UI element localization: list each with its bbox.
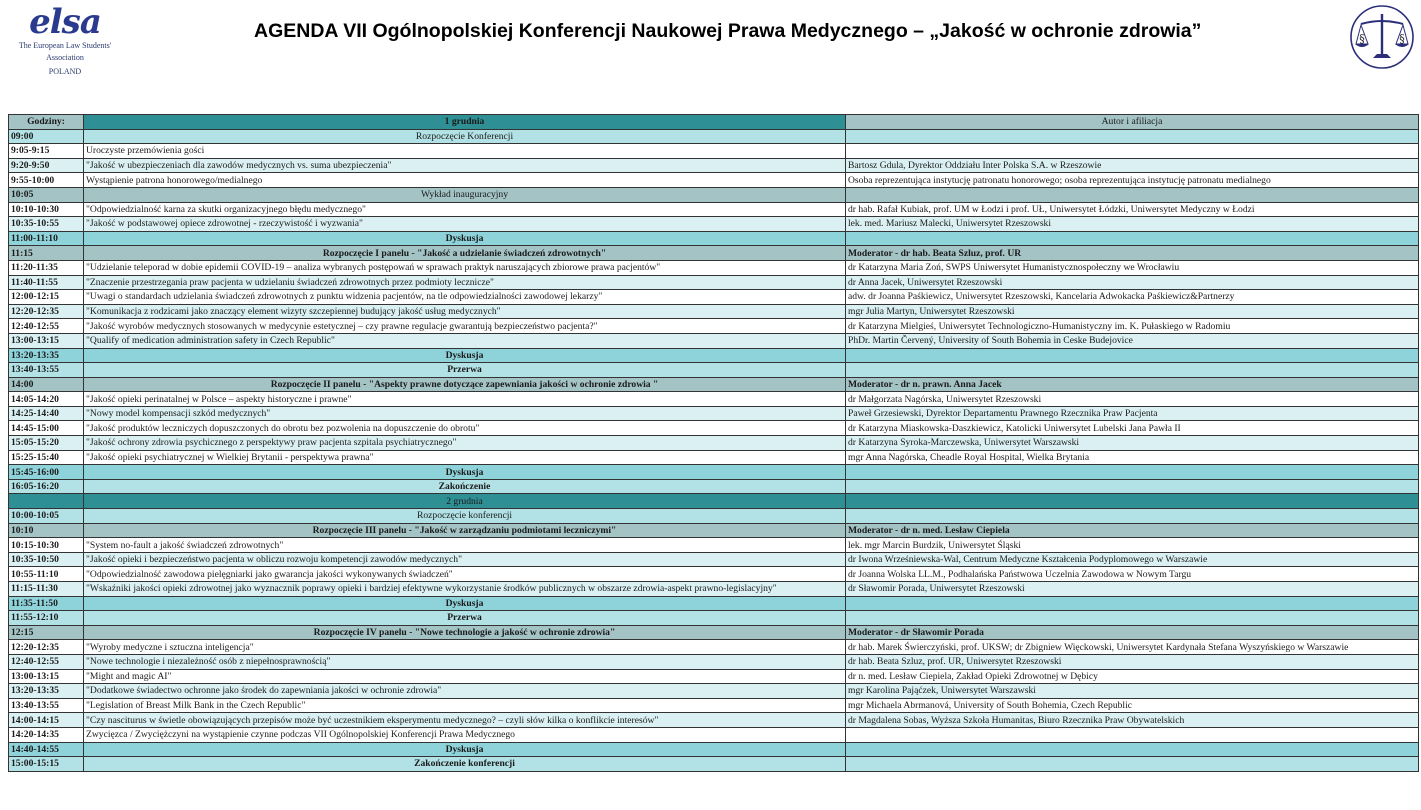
time-cell: 14:00: [9, 377, 84, 392]
elsa-logo-country: POLAND: [48, 67, 82, 76]
table-row: [9, 727, 1419, 742]
table-row: [9, 654, 1419, 669]
table-row: [9, 625, 1419, 640]
session-title-cell: Rozpoczęcie II panelu - "Aspekty prawne dotyczące zapewniania jakości w ochronie zdrowia ": [84, 377, 846, 392]
time-cell: 13:20-13:35: [9, 348, 84, 363]
session-title-cell: "Legislation of Breast Milk Bank in the Czech Republic": [84, 698, 846, 713]
table-row: [9, 290, 1419, 305]
session-title-cell: "Wyroby medyczne i sztuczna inteligencja": [84, 640, 846, 655]
session-title-cell: "Jakość w podstawowej opiece zdrowotnej - rzeczywistość i wyzwania": [84, 217, 846, 232]
author-cell: Osoba reprezentująca instytucję patronatu honorowego; osoba reprezentująca instytucję patronatu medialnego: [846, 173, 1419, 188]
table-row: [9, 479, 1419, 494]
author-cell: dr Małgorzata Nagórska, Uniwersytet Rzeszowski: [846, 392, 1419, 407]
table-row: [9, 450, 1419, 465]
author-cell: [846, 348, 1419, 363]
author-cell: dr Anna Jacek, Uniwersytet Rzeszowski: [846, 275, 1419, 290]
session-title-cell: Rozpoczęcie Konferencji: [84, 129, 846, 144]
time-cell: 16:05-16:20: [9, 479, 84, 494]
time-cell: 15:05-15:20: [9, 436, 84, 451]
time-cell: 10:35-10:50: [9, 552, 84, 567]
elsa-logo-subtitle: The European Law Students' Association: [18, 41, 112, 62]
session-title-cell: "Jakość opieki i bezpieczeństwo pacjenta w obliczu rozwoju kompetencji zawodów medycznych": [84, 552, 846, 567]
time-cell: 13:20-13:35: [9, 684, 84, 699]
table-row: [9, 158, 1419, 173]
time-cell: 13:00-13:15: [9, 333, 84, 348]
time-cell: 11:20-11:35: [9, 260, 84, 275]
time-cell: 12:20-12:35: [9, 640, 84, 655]
author-cell: dr hab. Rafał Kubiak, prof. UM w Łodzi i prof. UŁ, Uniwersytet Łódzki, Uniwersytet Medyczny w Łodzi: [846, 202, 1419, 217]
time-cell: 14:45-15:00: [9, 421, 84, 436]
session-title-cell: "Odpowiedzialność karna za skutki organizacyjnego błędu medycznego": [84, 202, 846, 217]
author-cell: dr Joanna Wolska LL.M., Podhalańska Państwowa Uczelnia Zawodowa w Nowym Targu: [846, 567, 1419, 582]
time-cell: 13:00-13:15: [9, 669, 84, 684]
table-header-row: [9, 115, 1419, 130]
session-title-cell: Wystąpienie patrona honorowego/medialnego: [84, 173, 846, 188]
time-cell: 15:00-15:15: [9, 757, 84, 772]
table-row: [9, 187, 1419, 202]
session-title-cell: "Might and magic AI": [84, 669, 846, 684]
session-title-cell: "Jakość ochrony zdrowia psychicznego z perspektywy praw pacjenta szpitala psychiatrycznego": [84, 436, 846, 451]
author-cell: dr hab. Marek Świerczyński, prof. UKSW; dr Zbigniew Więckowski, Uniwersytet Kardynała Stefana Wyszyńskiego w Warszawie: [846, 640, 1419, 655]
author-cell: mgr Michaela Abrmanová, University of South Bohemia, Czech Republic: [846, 698, 1419, 713]
author-cell: [846, 494, 1419, 509]
session-title-cell: "Jakość opieki perinatalnej w Polsce – aspekty historyczne i prawne": [84, 392, 846, 407]
time-cell: [9, 494, 84, 509]
author-cell: dr Katarzyna Mielgieś, Uniwersytet Technologiczno-Humanistyczny im. K. Pułaskiego w Radomiu: [846, 319, 1419, 334]
elsa-logo: [0, 4, 130, 78]
session-title-cell: Rozpoczęcie III panelu - "Jakość w zarządzaniu podmiotami leczniczymi": [84, 523, 846, 538]
table-row: [9, 217, 1419, 232]
time-cell: 10:10-10:30: [9, 202, 84, 217]
author-cell: dr Katarzyna Syroka-Marczewska, Uniwersytet Warszawski: [846, 436, 1419, 451]
table-row: [9, 523, 1419, 538]
author-cell: [846, 187, 1419, 202]
svg-text:§: §: [1399, 32, 1405, 45]
time-cell: 10:15-10:30: [9, 538, 84, 553]
table-row: [9, 144, 1419, 159]
table-row: [9, 509, 1419, 524]
table-row: [9, 757, 1419, 772]
table-row: [9, 669, 1419, 684]
elsa-logo-word: elsa: [29, 2, 101, 42]
table-row: [9, 640, 1419, 655]
author-cell: Moderator - dr n. prawn. Anna Jacek: [846, 377, 1419, 392]
time-cell: 15:45-16:00: [9, 465, 84, 480]
table-row: [9, 421, 1419, 436]
session-title-cell: Przerwa: [84, 363, 846, 378]
time-cell: 11:15-11:30: [9, 582, 84, 597]
column-header-author: Autor i afiliacja: [846, 115, 1419, 130]
time-cell: 12:15: [9, 625, 84, 640]
table-row: [9, 582, 1419, 597]
author-cell: [846, 757, 1419, 772]
session-title-cell: "Qualify of medication administration safety in Czech Republic": [84, 333, 846, 348]
table-row: [9, 333, 1419, 348]
time-cell: 9:20-9:50: [9, 158, 84, 173]
author-cell: [846, 611, 1419, 626]
table-row: [9, 552, 1419, 567]
author-cell: [846, 742, 1419, 757]
author-cell: mgr Julia Martyn, Uniwersytet Rzeszowski: [846, 304, 1419, 319]
table-row: [9, 538, 1419, 553]
time-cell: 10:05: [9, 187, 84, 202]
table-row: [9, 231, 1419, 246]
session-title-cell: "Jakość w ubezpieczeniach dla zawodów medycznych vs. suma ubezpieczenia": [84, 158, 846, 173]
time-cell: 10:00-10:05: [9, 509, 84, 524]
table-row: [9, 348, 1419, 363]
time-cell: 12:40-12:55: [9, 319, 84, 334]
session-title-cell: "Jakość wyrobów medycznych stosowanych w medycynie estetycznej – czy prawne regulacje gwarantują bezpieczeństwo pacjenta?": [84, 319, 846, 334]
table-row: [9, 173, 1419, 188]
author-cell: lek. med. Mariusz Malecki, Uniwersytet Rzeszowski: [846, 217, 1419, 232]
author-cell: Paweł Grzesiewski, Dyrektor Departamentu Prawnego Rzecznika Praw Pacjenta: [846, 406, 1419, 421]
time-cell: 10:35-10:55: [9, 217, 84, 232]
page-title: AGENDA VII Ogólnopolskiej Konferencji Naukowej Prawa Medycznego – „Jakość w ochronie zdrowia”: [254, 20, 1202, 42]
session-title-cell: Dyskusja: [84, 348, 846, 363]
session-title-cell: "Komunikacja z rodzicami jako znaczący element wizyty szczepiennej budujący jakość usług medycznych": [84, 304, 846, 319]
session-title-cell: Rozpoczęcie IV panelu - "Nowe technologie a jakość w ochronie zdrowia": [84, 625, 846, 640]
session-title-cell: "Udzielanie teleporad w dobie epidemii COVID-19 – analiza wybranych postępowań w sprawach praktyk naruszających zbiorowe prawa pacjentów": [84, 260, 846, 275]
table-row: [9, 377, 1419, 392]
day-header-row: [9, 494, 1419, 509]
table-row: [9, 202, 1419, 217]
table-row: [9, 246, 1419, 261]
session-title-cell: Dyskusja: [84, 742, 846, 757]
time-cell: 11:15: [9, 246, 84, 261]
author-cell: PhDr. Martin Červený, University of South Bohemia in Ceske Budejovice: [846, 333, 1419, 348]
table-row: [9, 698, 1419, 713]
session-title-cell: Rozpoczęcie I panelu - "Jakość a udzielanie świadczeń zdrowotnych": [84, 246, 846, 261]
session-title-cell: "Wskaźniki jakości opieki zdrowotnej jako wyznacznik poprawy opieki i bardziej efektywne wykorzystanie środków publicznych w obszarze zdrowia-aspekt prawno-legislacyjny": [84, 582, 846, 597]
time-cell: 10:55-11:10: [9, 567, 84, 582]
agenda-table: [8, 114, 1419, 772]
table-row: [9, 567, 1419, 582]
time-cell: 12:20-12:35: [9, 304, 84, 319]
author-cell: [846, 727, 1419, 742]
author-cell: [846, 596, 1419, 611]
author-cell: Moderator - dr hab. Beata Szluz, prof. UR: [846, 246, 1419, 261]
author-cell: dr Sławomir Porada, Uniwersytet Rzeszowski: [846, 582, 1419, 597]
session-title-cell: "Czy nasciturus w świetle obowiązujących przepisów może być uczestnikiem eksperymentu medycznego? – czyli słów kilka o konflikcie interesów": [84, 713, 846, 728]
table-row: [9, 611, 1419, 626]
time-cell: 14:00-14:15: [9, 713, 84, 728]
session-title-cell: "Uwagi o standardach udzielania świadczeń zdrowotnych z punktu widzenia pacjentów, na tle odpowiedzialności zawodowej lekarzy": [84, 290, 846, 305]
session-title-cell: Dyskusja: [84, 596, 846, 611]
time-cell: 9:55-10:00: [9, 173, 84, 188]
table-row: [9, 260, 1419, 275]
time-cell: 11:35-11:50: [9, 596, 84, 611]
table-row: [9, 713, 1419, 728]
session-title-cell: Zwycięzca / Zwyciężczyni na wystąpienie czynne podczas VII Ogólnopolskiej Konferencji Prawa Medycznego: [84, 727, 846, 742]
author-cell: [846, 144, 1419, 159]
table-row: [9, 304, 1419, 319]
table-row: [9, 436, 1419, 451]
session-title-cell: "Nowe technologie i niezależność osób z niepełnosprawnością": [84, 654, 846, 669]
time-cell: 11:40-11:55: [9, 275, 84, 290]
session-title-cell: Wykład inauguracyjny: [84, 187, 846, 202]
session-title-cell: "Dodatkowe świadectwo ochronne jako środek do zapewniania jakości w ochronie zdrowia": [84, 684, 846, 699]
svg-text:§: §: [1359, 32, 1365, 45]
time-cell: 11:00-11:10: [9, 231, 84, 246]
column-header-time: Godziny:: [9, 115, 84, 130]
table-row: [9, 465, 1419, 480]
time-cell: 14:20-14:35: [9, 727, 84, 742]
author-cell: [846, 509, 1419, 524]
session-title-cell: Dyskusja: [84, 465, 846, 480]
session-title-cell: Dyskusja: [84, 231, 846, 246]
time-cell: 12:00-12:15: [9, 290, 84, 305]
table-row: [9, 319, 1419, 334]
time-cell: 13:40-13:55: [9, 698, 84, 713]
author-cell: Moderator - dr n. med. Lesław Ciepiela: [846, 523, 1419, 538]
table-row: [9, 742, 1419, 757]
time-cell: 14:25-14:40: [9, 406, 84, 421]
time-cell: 14:40-14:55: [9, 742, 84, 757]
author-cell: [846, 479, 1419, 494]
session-title-cell: Zakończenie konferencji: [84, 757, 846, 772]
author-cell: dr hab. Beata Szluz, prof. UR, Uniwersytet Rzeszowski: [846, 654, 1419, 669]
session-title-cell: "Jakość opieki psychiatrycznej w Wielkiej Brytanii - perspektywa prawna": [84, 450, 846, 465]
session-title-cell: "Znaczenie przestrzegania praw pacjenta w udzielaniu świadczeń zdrowotnych przez podmioty lecznicze": [84, 275, 846, 290]
author-cell: mgr Karolina Pająćzek, Uniwersytet Warszawski: [846, 684, 1419, 699]
column-header-day: 1 grudnia: [84, 115, 846, 130]
time-cell: 12:40-12:55: [9, 654, 84, 669]
time-cell: 09:00: [9, 129, 84, 144]
author-cell: mgr Anna Nagórska, Cheadle Royal Hospital, Wielka Brytania: [846, 450, 1419, 465]
session-title-cell: Uroczyste przemówienia gości: [84, 144, 846, 159]
author-cell: [846, 363, 1419, 378]
session-title-cell: Zakończenie: [84, 479, 846, 494]
table-row: [9, 596, 1419, 611]
time-cell: 11:55-12:10: [9, 611, 84, 626]
session-title-cell: "System no-fault a jakość świadczeń zdrowotnych": [84, 538, 846, 553]
session-title-cell: Przerwa: [84, 611, 846, 626]
page-header: [0, 0, 1421, 110]
author-cell: lek. mgr Marcin Burdzik, Uniwersytet Śląski: [846, 538, 1419, 553]
table-row: [9, 129, 1419, 144]
time-cell: 14:05-14:20: [9, 392, 84, 407]
author-cell: dr n. med. Lesław Ciepiela, Zakład Opieki Zdrowotnej w Dębicy: [846, 669, 1419, 684]
scales-of-justice-icon: [1349, 4, 1415, 70]
time-cell: 15:25-15:40: [9, 450, 84, 465]
author-cell: [846, 231, 1419, 246]
session-title-cell: 2 grudnia: [84, 494, 846, 509]
author-cell: dr Katarzyna Miaskowska-Daszkiewicz, Katolicki Uniwersytet Lubelski Jana Pawła II: [846, 421, 1419, 436]
table-row: [9, 392, 1419, 407]
table-row: [9, 684, 1419, 699]
author-cell: [846, 129, 1419, 144]
author-cell: dr Katarzyna Maria Zoń, SWPS Uniwersytet Humanistycznospołeczny we Wrocławiu: [846, 260, 1419, 275]
time-cell: 13:40-13:55: [9, 363, 84, 378]
author-cell: dr Magdalena Sobas, Wyższa Szkoła Humanitas, Biuro Rzecznika Praw Obywatelskich: [846, 713, 1419, 728]
author-cell: Moderator - dr Sławomir Porada: [846, 625, 1419, 640]
session-title-cell: "Nowy model kompensacji szkód medycznych": [84, 406, 846, 421]
table-row: [9, 363, 1419, 378]
session-title-cell: Rozpoczęcie konferencji: [84, 509, 846, 524]
time-cell: 10:10: [9, 523, 84, 538]
table-row: [9, 275, 1419, 290]
table-row: [9, 406, 1419, 421]
author-cell: adw. dr Joanna Paśkiewicz, Uniwersytet Rzeszowski, Kancelaria Adwokacka Paśkiewicz&Partnerzy: [846, 290, 1419, 305]
author-cell: Bartosz Gdula, Dyrektor Oddziału Inter Polska S.A. w Rzeszowie: [846, 158, 1419, 173]
time-cell: 9:05-9:15: [9, 144, 84, 159]
session-title-cell: "Jakość produktów leczniczych dopuszczonych do obrotu bez pozwolenia na dopuszczenie do obrotu": [84, 421, 846, 436]
author-cell: dr Iwona Wrześniewska-Wal, Centrum Medyczne Kształcenia Podyplomowego w Warszawie: [846, 552, 1419, 567]
session-title-cell: "Odpowiedzialność zawodowa pielęgniarki jako gwarancja jakości wykonywanych świadczeń": [84, 567, 846, 582]
author-cell: [846, 465, 1419, 480]
